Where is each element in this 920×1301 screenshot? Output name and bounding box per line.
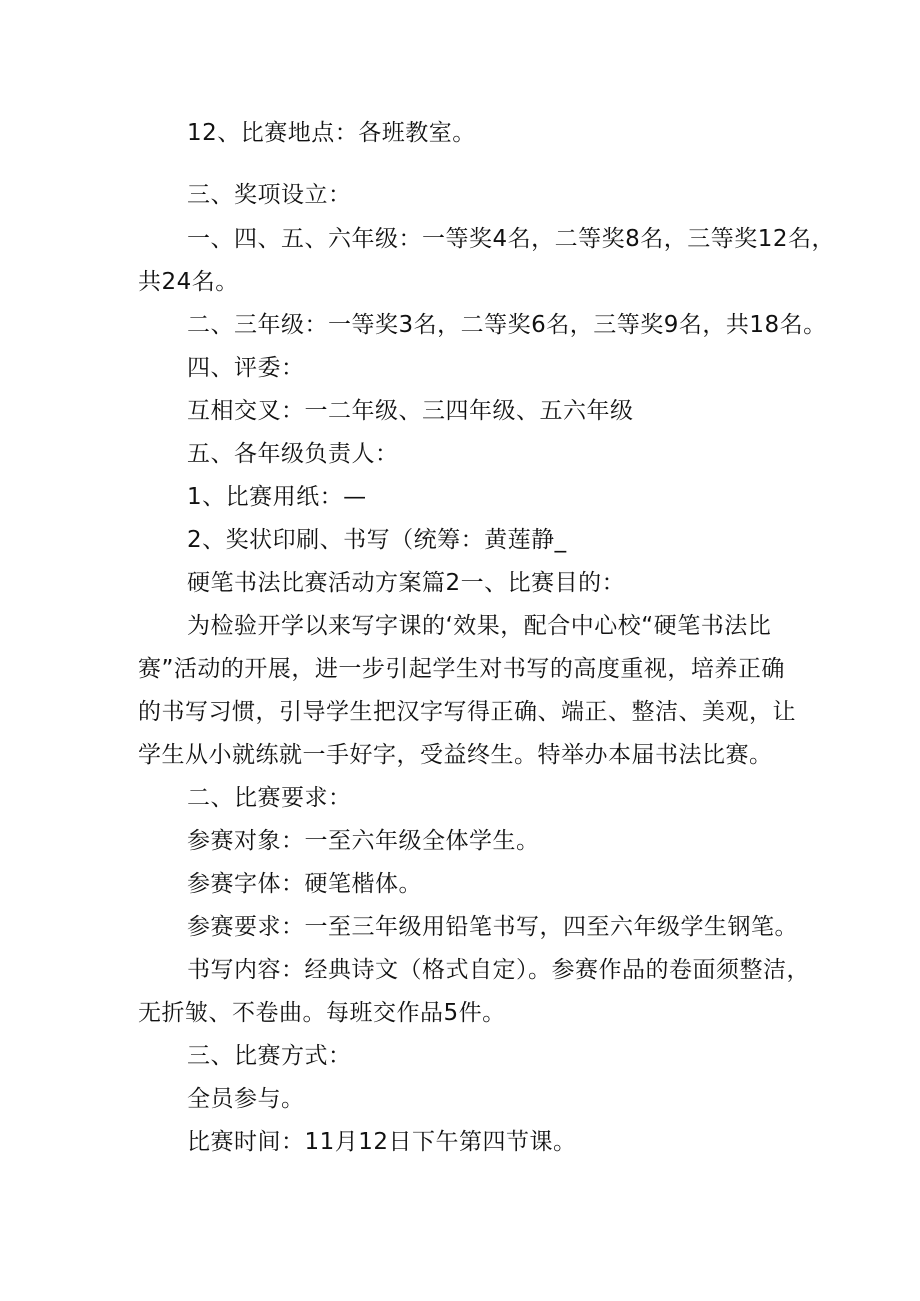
text-line: 参赛对象：一至六年级全体学生。 xyxy=(187,828,540,854)
paragraph-line: 为检验开学以来写字课的‘效果，配合中心校“硬笔书法比 xyxy=(187,613,772,639)
text-line: 二、三年级：一等奖3名，二等奖6名，三等奖9名，共18名。 xyxy=(187,312,827,338)
section-heading: 三、比赛方式： xyxy=(187,1043,352,1069)
text-line: 书写内容：经典诗文（格式自定）。参赛作品的卷面须整洁， xyxy=(187,957,810,983)
text-line: 参赛字体：硬笔楷体。 xyxy=(187,871,422,897)
paragraph-line: 的书写习惯，引导学生把汉字写得正确、端正、整洁、美观，让 xyxy=(138,699,796,725)
text-line: 比赛时间：11月12日下午第四节课。 xyxy=(187,1129,577,1155)
text-line: 互相交叉：一二年级、三四年级、五六年级 xyxy=(187,398,634,424)
paragraph-line: 学生从小就练就一手好字，受益终生。特举办本届书法比赛。 xyxy=(138,742,773,768)
section-heading: 二、比赛要求： xyxy=(187,785,352,811)
section-heading: 五、各年级负责人： xyxy=(187,441,399,467)
text-line: 全员参与。 xyxy=(187,1086,305,1112)
text-line: 参赛要求：一至三年级用铅笔书写，四至六年级学生钢笔。 xyxy=(187,914,798,940)
text-line: 2、奖状印刷、书写（统筹：黄莲静_ xyxy=(187,527,567,553)
text-line: 共24名。 xyxy=(138,269,239,295)
text-line: 无折皱、不卷曲。每班交作品5件。 xyxy=(138,1000,506,1026)
section-heading: 四、评委： xyxy=(187,355,305,381)
section-heading: 三、奖项设立： xyxy=(187,182,352,208)
text-line: 12、比赛地点：各班教室。 xyxy=(187,120,476,146)
section-title: 硬笔书法比赛活动方案篇2一、比赛目的： xyxy=(187,570,626,596)
text-line: 一、四、五、六年级：一等奖4名，二等奖8名，三等奖12名， xyxy=(187,226,836,252)
text-line: 1、比赛用纸：— xyxy=(187,484,367,510)
paragraph-line: 赛”活动的开展，进一步引起学生对书写的高度重视，培养正确 xyxy=(138,656,785,682)
